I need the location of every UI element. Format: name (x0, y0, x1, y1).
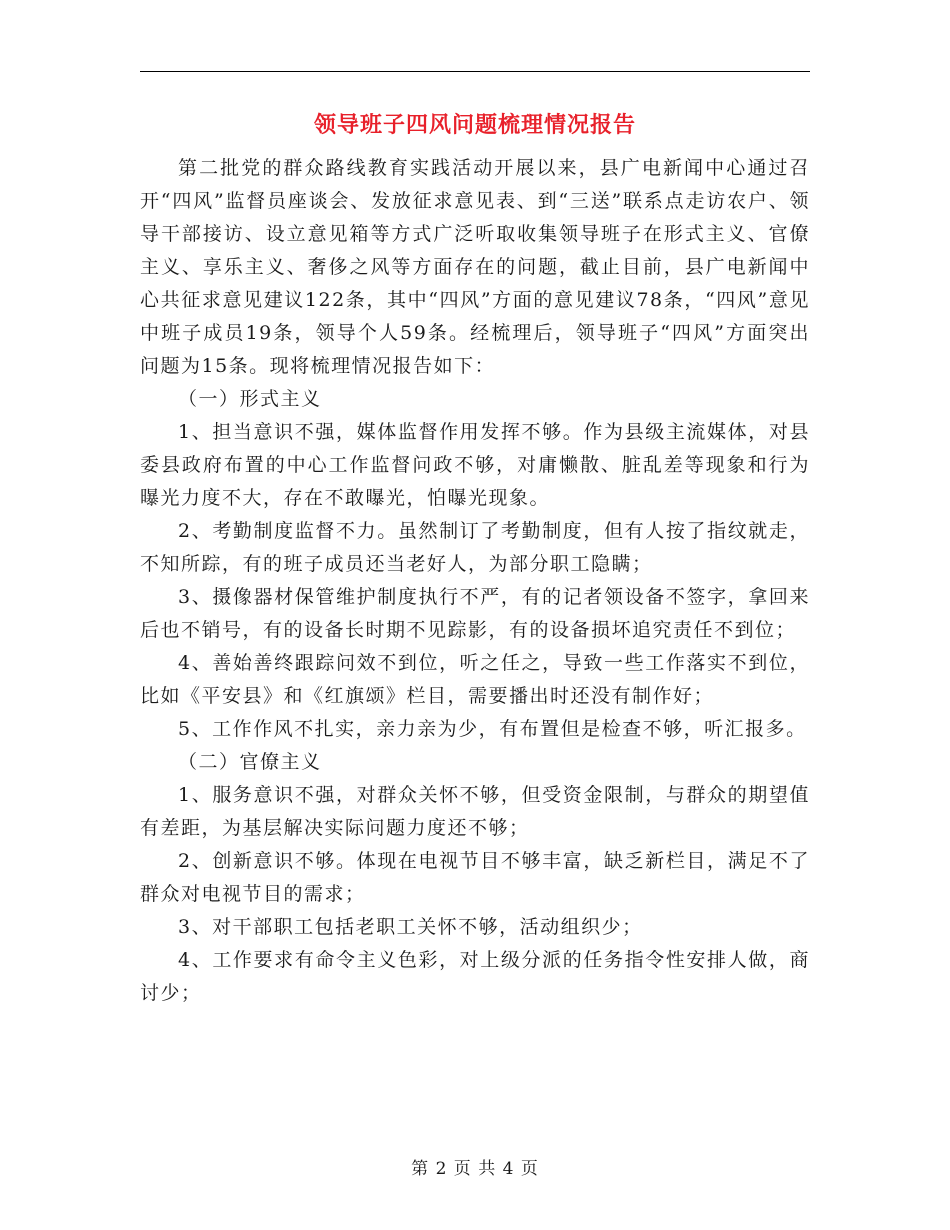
section-2-item-4: 4、工作要求有命令主义色彩，对上级分派的任务指令性安排人做，商讨少； (140, 949, 810, 1004)
document-body (140, 152, 810, 1010)
section-2-item-2: 2、创新意识不够。体现在电视节目不够丰富，缺乏新栏目，满足不了群众对电视节目的需求； (140, 850, 810, 905)
section-heading-bureaucracy: （二）官僚主义 (178, 751, 322, 773)
section-1-item-3: 3、摄像器材保管维护制度执行不严，有的记者领设备不签字，拿回来后也不销号，有的设备长时期不见踪影，有的设备损坏追究责任不到位； (140, 586, 810, 641)
section-heading-formalism: （一）形式主义 (178, 388, 322, 410)
section-2-item-3: 3、对干部职工包括老职工关怀不够，活动组织少； (178, 916, 643, 938)
section-2-item-1: 1、服务意识不强，对群众关怀不够，但受资金限制，与群众的期望值有差距，为基层解决实际问题力度还不够； (140, 784, 810, 839)
header-rule (140, 71, 810, 72)
page-number: 第 2 页 共 4 页 (411, 1159, 539, 1179)
document-title: 领导班子四风问题梳理情况报告 (313, 112, 636, 138)
section-1-item-4: 4、善始善终跟踪问效不到位，听之任之，导致一些工作落实不到位，比如《平安县》和《红旗颂》栏目，需要播出时还没有制作好； (140, 652, 810, 707)
section-1-item-1: 1、担当意识不强，媒体监督作用发挥不够。作为县级主流媒体，对县委县政府布置的中心工作监督问政不够，对庸懒散、脏乱差等现象和行为曝光力度不大，存在不敢曝光，怕曝光现象。 (140, 421, 810, 509)
section-1-item-5: 5、工作作风不扎实，亲力亲为少，有布置但是检查不够，听汇报多。 (178, 718, 807, 740)
intro-paragraph: 第二批党的群众路线教育实践活动开展以来，县广电新闻中心通过召开“四风”监督员座谈会、发放征求意见表、到“三送”联系点走访农户、领导干部接访、设立意见箱等方式广泛听取收集领导班子在形式主义、官僚主义、享乐主义、奢侈之风等方面存在的问题，截止目前，县广电新闻中心共征求意见建议122条，其中“四风”方面的意见建议78条，“四风”意见中班子成员19条，领导个人59条。经梳理后，领导班子“四风”方面突出问题为15条。现将梳理情况报告如下： (140, 157, 810, 377)
section-1-item-2: 2、考勤制度监督不力。虽然制订了考勤制度，但有人按了指纹就走，不知所踪，有的班子成员还当老好人，为部分职工隐瞒； (140, 520, 810, 575)
